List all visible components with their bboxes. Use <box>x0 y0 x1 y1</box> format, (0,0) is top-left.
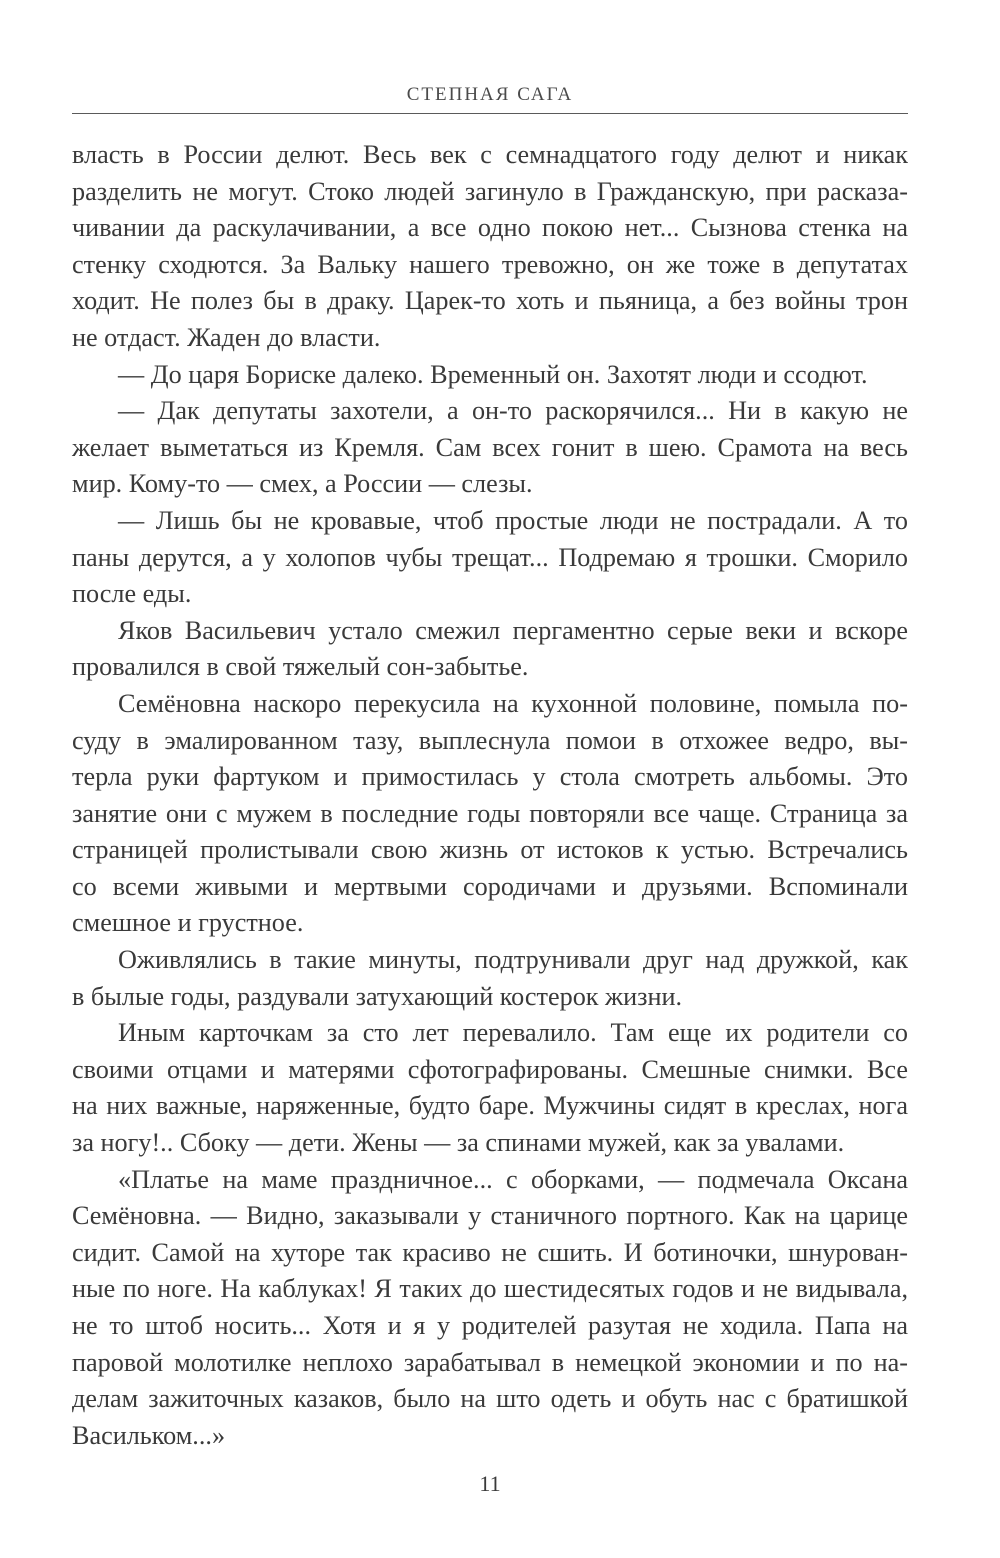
body-text <box>72 137 908 1454</box>
text-line: чивании да раскулачивании, а все одно покою нет... Сызнова стенка на <box>72 213 908 243</box>
text-line: своими отцами и матерями сфотографированы. Смешные снимки. Все <box>72 1054 908 1084</box>
paragraph <box>72 942 908 1015</box>
text-line: в былые годы, раздували затухающий костерок жизни. <box>72 981 683 1011</box>
text-line: суду в эмалированном тазу, выплеснула помои в отхожее ведро, вы- <box>72 725 908 755</box>
text-line: паровой молотилке неплохо зарабатывал в немецкой экономии и по на- <box>72 1347 908 1377</box>
text-line: ные по ноге. На каблуках! Я таких до шестидесятых годов и не видывала, <box>72 1274 908 1304</box>
text-line: делам зажиточных казаков, было на што одеть и обуть нас с братишкой <box>72 1384 908 1414</box>
text-line: смешное и грустное. <box>72 908 304 938</box>
paragraph <box>72 393 908 503</box>
text-line: не отдаст. Жаден до власти. <box>72 322 381 352</box>
text-line: — Лишь бы не кровавые, чтоб простые люди не пострадали. А то <box>118 505 908 535</box>
text-line: терла руки фартуком и примостилась у стола смотреть альбомы. Это <box>72 762 908 792</box>
paragraph <box>72 1015 908 1161</box>
text-line: Яков Васильевич устало смежил пергаментно серые веки и вскоре <box>118 615 908 645</box>
text-line: власть в России делют. Весь век с семнадцатого году делют и никак <box>72 140 908 169</box>
text-line: со всеми живыми и мертвыми сородичами и друзьями. Вспоминали <box>72 871 908 901</box>
text-line: «Платье на маме праздничное... с оборками, — подмечала Оксана <box>118 1164 908 1194</box>
page-number: 11 <box>479 1471 501 1496</box>
text-line: Оживлялись в такие минуты, подтрунивали друг над дружкой, как <box>118 945 908 975</box>
text-line: ходит. Не полез бы в драку. Царек-то хоть и пьяница, а без войны трон <box>72 286 908 316</box>
text-line: на них важные, наряженные, будто баре. Мужчины сидят в креслах, нога <box>72 1091 908 1121</box>
paragraph <box>72 503 908 613</box>
text-line: паны дерутся, а у холопов чубы трещат... Подремаю я трошки. Сморило <box>72 542 908 572</box>
paragraph <box>72 357 908 394</box>
text-line: — Дак депутаты захотели, а он-то раскорячился... Ни в какую не <box>118 396 908 426</box>
running-title: СТЕПНАЯ САГА <box>406 84 574 105</box>
header-rule <box>72 113 908 114</box>
text-line: занятие они с мужем в последние годы повторяли все чаще. Страница за <box>72 798 908 828</box>
text-line: Васильком...» <box>72 1420 226 1450</box>
text-line: стенку сходются. За Вальку нашего тревожно, он же тоже в депутатах <box>72 249 908 279</box>
text-line: желает выметаться из Кремля. Сам всех гонит в шею. Срамота на весь <box>72 432 908 462</box>
text-line: после еды. <box>72 579 192 609</box>
text-line: провалился в свой тяжелый сон-забытье. <box>72 652 529 682</box>
paragraph <box>72 686 908 942</box>
text-line: сидит. Самой на хуторе так красиво не сшить. И ботиночки, шнурован- <box>72 1237 908 1267</box>
text-line: Семёновна. — Видно, заказывали у станичного портного. Как на царице <box>72 1201 908 1231</box>
text-line: — До царя Бориске далеко. Временный он. Захотят люди и ссодют. <box>118 359 868 389</box>
text-line: Иным карточкам за сто лет перевалило. Там еще их родители со <box>118 1018 908 1048</box>
paragraph <box>72 1162 908 1455</box>
text-line: разделить не могут. Стоко людей загинуло в Гражданскую, при расказа- <box>72 176 908 206</box>
paragraph <box>72 137 908 357</box>
text-line: не то штоб носить... Хотя и я у родителей разутая не ходила. Папа на <box>72 1311 908 1340</box>
text-line: Семёновна наскоро перекусила на кухонной половине, помыла по- <box>118 688 908 718</box>
text-line: мир. Кому-то — смех, а России — слезы. <box>72 469 533 499</box>
text-line: за ногу!.. Сбоку — дети. Жены — за спинами мужей, как за увалами. <box>72 1128 845 1158</box>
text-line: страницей пролистывали свою жизнь от истоков к устью. Встречались <box>72 835 908 865</box>
paragraph <box>72 613 908 686</box>
